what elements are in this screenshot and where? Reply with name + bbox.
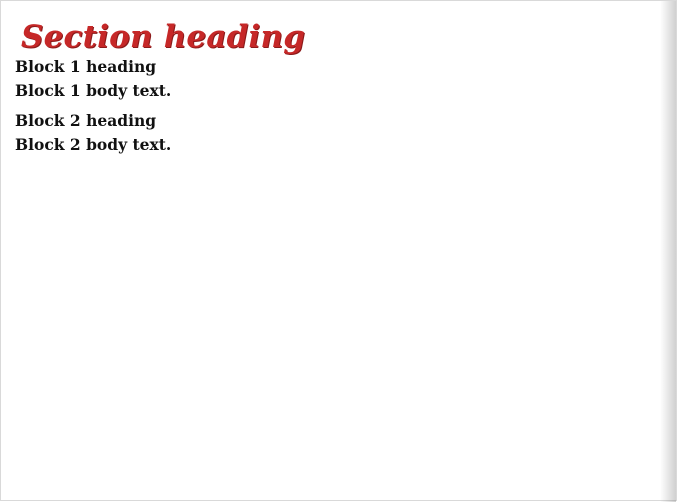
exercise-1-heading: Block 1 heading xyxy=(15,57,157,76)
slide-title: Section heading xyxy=(21,19,306,55)
exercise-2 xyxy=(15,111,645,155)
exercise-2-body: Block 2 body text. xyxy=(15,135,172,154)
slide-edge-shadow xyxy=(660,1,676,502)
exercise-1 xyxy=(15,57,645,101)
slide-content xyxy=(15,57,645,155)
exercise-1-body: Block 1 body text. xyxy=(15,81,172,100)
exercise-2-heading: Block 2 heading xyxy=(15,111,157,130)
section-gap xyxy=(15,101,645,111)
